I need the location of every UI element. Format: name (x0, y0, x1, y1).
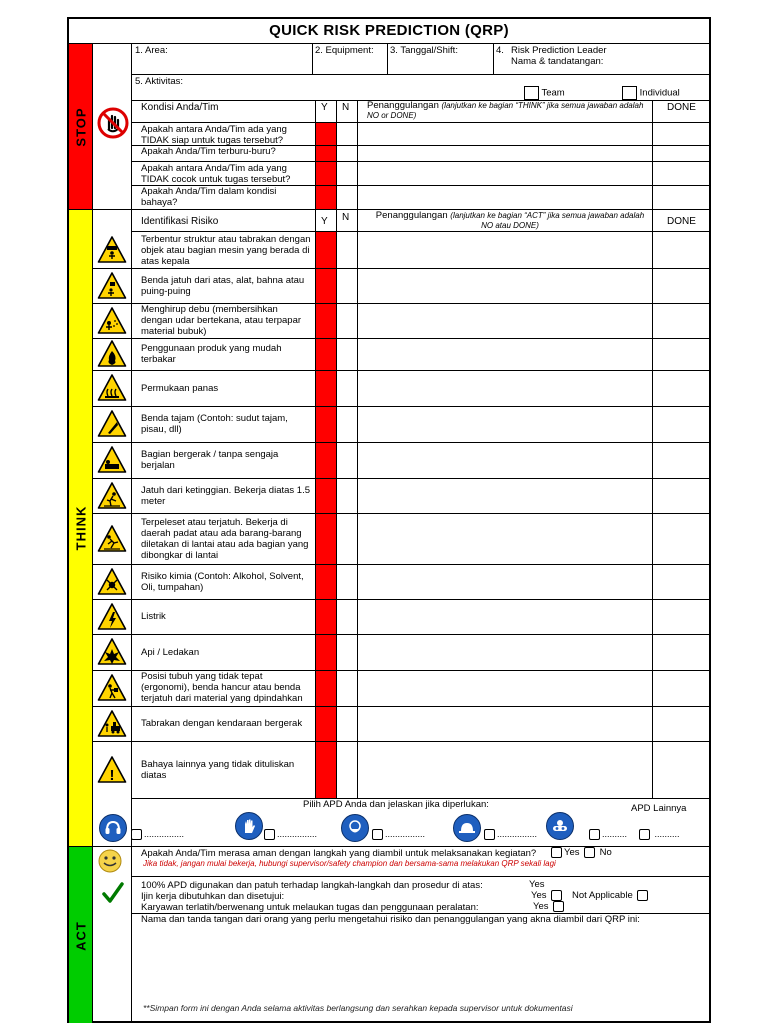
act-check-1: 100% APD digunakan dan patuh terhadap langkah-langkah dan prosedur di atas: (141, 880, 483, 891)
individual-label: Individual (639, 87, 680, 99)
think-col-y: Y (321, 216, 328, 227)
team-label: Team (541, 87, 565, 99)
header-divider-2 (387, 44, 388, 74)
think-row-line-7 (93, 478, 709, 479)
ppe-helmet-option[interactable] (482, 829, 537, 840)
dust-inhalation-icon (97, 306, 127, 336)
think-band (69, 209, 93, 846)
svg-text:!: ! (109, 766, 115, 784)
act-c1-yes-option[interactable] (529, 879, 545, 890)
helmet-icon[interactable] (453, 814, 481, 842)
fall-from-height-icon (97, 481, 127, 511)
act-label: ACT (73, 921, 88, 951)
act-icon-divider (131, 846, 132, 1023)
individual-checkbox[interactable] (622, 86, 637, 100)
ppe-other-blank-1: .......... (602, 829, 628, 839)
ppe-prompt: Pilih APD Anda dan jelaskan jika diperlukan: (303, 799, 489, 810)
act-not-applicable-option[interactable] (572, 890, 650, 901)
stop-label: STOP (73, 106, 88, 147)
act-q1-note: Jika tidak, jangan mulai bekerja, hubungi supervisor/safety champion dan bersama-sama melakukan QRP sekali lagi (143, 859, 556, 868)
think-row-line-10 (93, 599, 709, 600)
think-row-line-11 (93, 634, 709, 635)
ppe-helmet-checkbox[interactable] (484, 829, 495, 840)
gloves-icon[interactable] (235, 812, 263, 840)
ppe-other-option-2[interactable] (637, 829, 680, 840)
think-col-line-4 (652, 209, 653, 798)
ppe-gloves-blank: ................ (277, 829, 318, 839)
act-check-3: Karyawan terlatih/berwenang untuk melaukan tugas dan penggunaan peralatan: (141, 902, 479, 913)
ppe-gloves-option[interactable] (262, 829, 317, 840)
stop-band (69, 44, 93, 209)
hot-surface-icon (97, 373, 127, 403)
general-warning-icon (97, 755, 127, 785)
think-penanggulangan-label: Penanggulangan (375, 210, 448, 221)
individual-option[interactable] (622, 86, 680, 100)
ppe-other-checkbox-1[interactable] (589, 829, 600, 840)
leader-sign-field[interactable]: Nama & tandatangan: (511, 56, 604, 67)
stop-hand-icon (97, 107, 127, 137)
think-row-9: Terpeleset atau terjatuh. Bekerja di daerah padat atau ada barang-barang diletakan di lantai atau ada bagian yang dibongkar di lantai (141, 516, 309, 561)
icon-column-divider (131, 44, 132, 846)
stop-row-1: Apakah antara Anda/Tim ada yang TIDAK siap untuk tugas tersebut? (141, 124, 287, 146)
think-row-line-6 (93, 442, 709, 443)
act-q1-no-option[interactable] (582, 847, 612, 858)
falling-objects-icon (97, 271, 127, 301)
header-line (131, 74, 709, 75)
stop-penanggulangan-note: (lanjutkan ke bagian “THINK” jika semua jawaban adalah NO or DONE) (367, 101, 644, 120)
stop-col-done: DONE (667, 102, 696, 113)
act-c1-yes-label: Yes (529, 879, 545, 890)
think-row-1: Terbentur struktur atau tabrakan dengan objek atau bagian mesin yang berada di atas kepala (141, 233, 311, 267)
ppe-mask-blank: ................ (385, 829, 426, 839)
ppe-gloves-checkbox[interactable] (264, 829, 275, 840)
act-q1-yes-checkbox[interactable] (551, 847, 562, 858)
think-row-2: Benda jatuh dari atas, alat, bahna atau puing-puing (141, 274, 305, 297)
checkmark-icon (101, 881, 125, 905)
stop-col-line-1 (315, 100, 316, 209)
think-row-line-1 (93, 268, 709, 269)
think-col-identifikasi: Identifikasi Risiko (141, 216, 219, 227)
stop-col-n: N (342, 102, 350, 113)
act-c3-yes-label: Yes (533, 901, 549, 913)
stop-col-line-2 (336, 100, 337, 209)
stop-row-2: Apakah Anda/Tim terburu-buru? (141, 146, 276, 157)
think-row-8: Jatuh dari ketinggian. Bekerja diatas 1.5 meter (141, 484, 310, 507)
mask-icon[interactable] (341, 814, 369, 842)
ppe-ear-checkbox[interactable] (131, 829, 142, 840)
ppe-ear-option[interactable] (129, 829, 184, 840)
form-title: QUICK RISK PREDICTION (QRP) (69, 19, 709, 44)
stop-col-kondisi: Kondisi Anda/Tim (141, 102, 219, 113)
act-band (69, 846, 93, 1023)
act-q1-no-checkbox[interactable] (584, 847, 595, 858)
act-c2-yes-checkbox[interactable] (551, 890, 562, 901)
ppe-other-checkbox-2[interactable] (639, 829, 650, 840)
act-not-applicable-checkbox[interactable] (637, 890, 648, 901)
think-row-11: Listrik (141, 611, 166, 622)
think-row-4: Penggunaan produk yang mudah terbakar (141, 343, 282, 365)
tanggal-field[interactable]: 3. Tanggal/Shift: (390, 45, 458, 56)
header-divider-3 (493, 44, 494, 74)
stop-col-penanggulangan (367, 101, 652, 121)
act-line-1 (131, 876, 709, 877)
sharp-objects-icon (97, 409, 127, 439)
act-q1-no-label: No (599, 847, 612, 859)
ergonomic-icon (97, 673, 127, 703)
stop-row-3: Apakah antara Anda/Tim ada yang TIDAK cocok untuk tugas tersebut? (141, 163, 291, 185)
act-c3-yes-option[interactable] (533, 901, 566, 912)
think-row-13: Posisi tubuh yang tidak tepat (ergonomi), benda hancur atau benda terjatuh dari material yang dpindahkan (141, 671, 303, 704)
think-row-line-14 (93, 741, 709, 742)
think-penanggulangan-note: (lanjutkan ke bagian “ACT” jika semua jawaban adalah NO atau DONE) (450, 211, 645, 230)
think-row-line-4 (93, 370, 709, 371)
think-row-7: Bagian bergerak / tanpa sengaja berjalan (141, 449, 279, 471)
team-checkbox[interactable] (524, 86, 539, 100)
act-q1-yes-option[interactable] (549, 847, 580, 858)
act-question-1: Apakah Anda/Tim merasa aman dengan langkah yang diambil untuk melaksanakan kegiatan? (141, 848, 537, 859)
stop-header-line (131, 122, 709, 123)
act-q1-yes-label: Yes (564, 847, 580, 859)
stop-penanggulangan-label: Penanggulangan (367, 100, 439, 111)
leader-number: 4. (496, 45, 504, 56)
think-row-line-8 (93, 513, 709, 514)
stop-col-line-4 (652, 100, 653, 209)
ppe-mask-checkbox[interactable] (372, 829, 383, 840)
think-row-3: Menghirup debu (membersihkan dengan udar bertekana, atau terpapar material bubuk) (141, 304, 302, 337)
think-row-15: Bahaya lainnya yang tidak dituliskan diatas (141, 758, 295, 781)
think-col-penanggulangan (374, 211, 646, 231)
ppe-mask-option[interactable] (370, 829, 425, 840)
moving-parts-icon (97, 445, 127, 475)
think-row-line-13 (93, 706, 709, 707)
act-check-2: Ijin kerja dibutuhkan dan disetujui: (141, 891, 285, 902)
act-names-area[interactable] (141, 927, 701, 1003)
act-not-applicable-label: Not Applicable (572, 890, 633, 902)
think-label: THINK (73, 505, 88, 550)
vehicle-collision-icon (97, 709, 127, 739)
ppe-other-blank-2: .......... (654, 829, 680, 839)
explosion-icon (97, 637, 127, 667)
think-row-5: Permukaan panas (141, 382, 219, 394)
think-row-10: Risiko kimia (Contoh: Alkohol, Solvent, Oli, tumpahan) (141, 570, 304, 593)
electricity-icon (97, 602, 127, 632)
think-col-n: N (342, 212, 350, 223)
ppe-other-option-1[interactable] (587, 829, 627, 840)
act-c2-yes-label: Yes (531, 890, 547, 902)
think-y-column (316, 232, 336, 798)
think-row-12: Api / Ledakan (141, 646, 200, 658)
ear-protection-icon[interactable] (99, 814, 127, 842)
ppe-helmet-blank: ................ (497, 829, 538, 839)
equipment-field[interactable]: 2. Equipment: (315, 45, 374, 56)
qrp-form (67, 17, 711, 1023)
think-col-line-3 (357, 209, 358, 798)
stop-y-column (316, 123, 336, 209)
crushing-hazard-icon (97, 235, 127, 265)
act-footer-note: **Simpan form ini dengan Anda selama aktivitas berlangsung dan serahkan kepada supervisor untuk dokumentasi (143, 1003, 573, 1013)
think-header-line (131, 231, 709, 232)
think-act-divider (69, 846, 709, 847)
think-row-line-3 (93, 338, 709, 339)
leader-label: Risk Prediction Leader (511, 45, 607, 56)
think-row-14: Tabrakan dengan kendaraan bergerak (141, 718, 303, 729)
stop-col-y: Y (321, 102, 328, 113)
stop-row-4: Apakah Anda/Tim dalam kondisi bahaya? (141, 186, 277, 208)
think-row-line-9 (93, 564, 709, 565)
stop-col-line-3 (357, 100, 358, 209)
think-row-6: Benda tajam (Contoh: sudut tajam, pisau, dll) (141, 413, 288, 435)
area-field[interactable]: 1. Area: (135, 45, 168, 56)
chemical-hazard-icon (97, 567, 127, 597)
think-col-line-2 (336, 209, 337, 798)
act-c2-yes-option[interactable] (531, 890, 564, 901)
flammable-icon (97, 339, 127, 369)
act-c3-yes-checkbox[interactable] (553, 901, 564, 912)
smiley-icon (97, 848, 123, 874)
stop-row-line-2 (131, 161, 709, 162)
header-divider-1 (312, 44, 313, 74)
think-row-line-5 (93, 406, 709, 407)
think-col-line-1 (315, 209, 316, 798)
team-option[interactable] (524, 86, 565, 100)
slip-trip-icon (97, 524, 127, 554)
ppe-other-label: APD Lainnya (631, 803, 687, 814)
aktivitas-field[interactable]: 5. Aktivitas: (135, 76, 184, 87)
goggles-icon[interactable] (546, 812, 574, 840)
act-names-label: Nama dan tanda tangan dari orang yang perlu mengetahui risiko dan penanggulangan yang akna diambil dari QRP ini: (141, 914, 640, 925)
think-col-done: DONE (667, 216, 696, 227)
ppe-ear-blank: ................ (144, 829, 185, 839)
